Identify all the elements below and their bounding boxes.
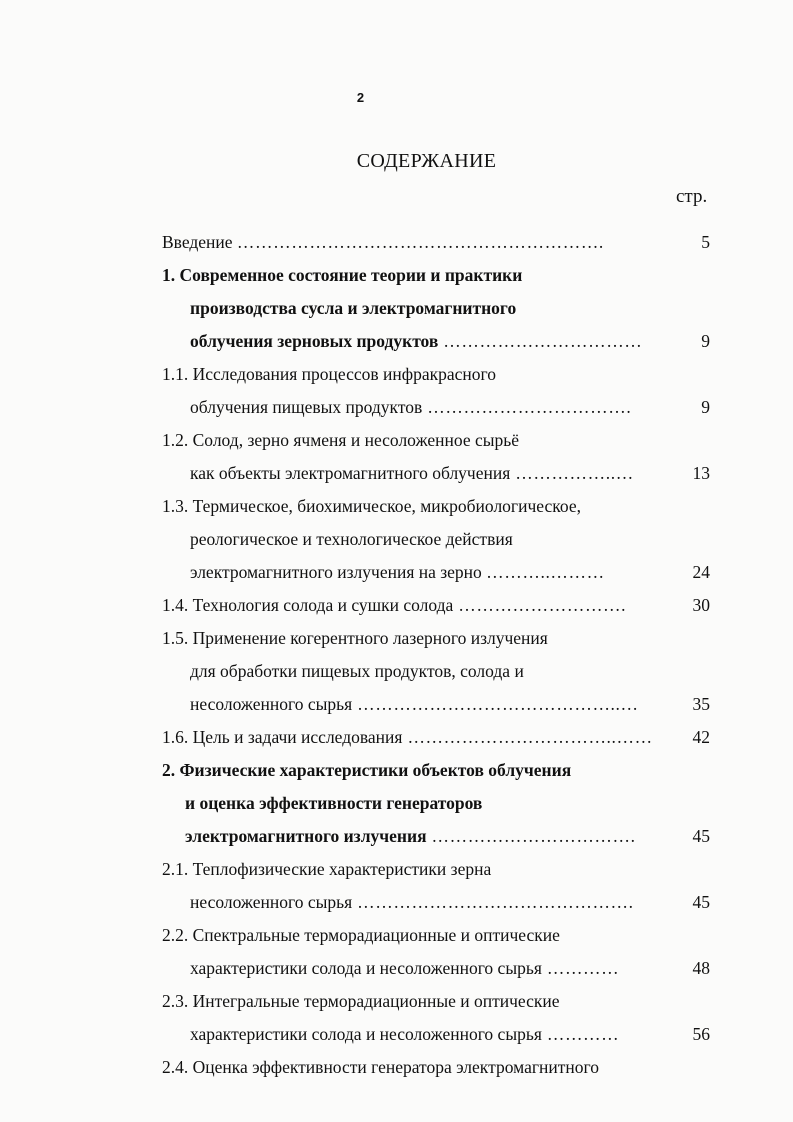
toc-line-text: несоложенного сырья — [190, 892, 353, 912]
toc-line-text: 2.1. Теплофизические характеристики зерна — [162, 859, 492, 879]
toc-leader-dots: ………………………. — [453, 595, 627, 615]
toc-leader-dots: ………… — [541, 958, 620, 978]
toc-line-text: характеристики солода и несоложенного сырья — [190, 958, 542, 978]
toc-page-number: 9 — [701, 331, 710, 351]
page-title: СОДЕРЖАНИЕ — [356, 150, 497, 172]
toc-line — [162, 655, 718, 688]
toc-leader-dots: …………………………… — [438, 331, 643, 351]
toc-line — [162, 391, 718, 424]
toc-page-number: 56 — [692, 1024, 710, 1044]
toc-page-number: 35 — [692, 694, 710, 714]
toc-line-text: для обработки пищевых продуктов, солода и — [190, 661, 524, 681]
toc-line — [162, 490, 718, 523]
toc-line — [162, 292, 718, 325]
toc-line — [162, 721, 718, 754]
toc-leader-dots: ……………………………………………………. — [236, 232, 604, 252]
toc-leader-dots: ……………………………..…… — [402, 727, 653, 747]
toc-line-text: 2. Физические характеристики объектов облучения — [162, 760, 572, 780]
toc-line-text: 2.2. Спектральные терморадиационные и оптические — [162, 925, 560, 945]
toc-page-number: 48 — [692, 958, 710, 978]
toc-line-text: 1.3. Термическое, биохимическое, микробиологическое, — [162, 496, 581, 516]
toc-line-text: несоложенного сырья — [190, 694, 353, 714]
toc-page-number: 45 — [692, 826, 710, 846]
toc-line — [162, 556, 718, 589]
toc-line — [162, 853, 718, 886]
toc-page-number: 45 — [692, 892, 710, 912]
toc-entry — [162, 589, 718, 622]
toc-leader-dots: ……………………………. — [422, 397, 632, 417]
toc-line-text: Введение — [162, 232, 237, 252]
toc-line — [162, 985, 718, 1018]
toc-line — [162, 523, 718, 556]
toc-leader-dots: ……………..… — [510, 463, 634, 483]
toc-line — [162, 952, 718, 985]
toc-entry — [162, 490, 718, 589]
toc-line-text: 1. Современное состояние теории и практики — [162, 265, 523, 285]
toc-leader-dots: ……………………………………..… — [352, 694, 639, 714]
toc-line-text: 1.6. Цель и задачи исследования — [162, 727, 403, 747]
toc-line — [162, 622, 718, 655]
toc-leader-dots: ……………………………. — [426, 826, 636, 846]
toc-line-text: облучения пищевых продуктов — [190, 397, 423, 417]
page-number: 2 — [356, 90, 365, 105]
toc-leader-dots: ………..……… — [486, 562, 605, 582]
toc-entry — [162, 721, 718, 754]
toc-line — [162, 424, 718, 457]
toc-page-number: 30 — [692, 595, 710, 615]
toc-entry — [162, 754, 718, 853]
toc-line-text: 2.4. Оценка эффективности генератора электромагнитного — [162, 1057, 599, 1077]
toc-line — [162, 358, 718, 391]
toc-entry — [162, 424, 718, 490]
toc-line — [162, 754, 718, 787]
toc-entry — [162, 226, 718, 259]
toc-line — [162, 226, 718, 259]
toc-entry — [162, 985, 718, 1051]
toc-line — [162, 886, 718, 919]
toc-leader-dots: ………………………………………. — [352, 892, 634, 912]
toc-line — [162, 1051, 718, 1084]
toc-page-number: 5 — [701, 232, 710, 252]
toc-entry — [162, 853, 718, 919]
toc-line — [162, 787, 718, 820]
toc-leader-dots: ………… — [541, 1024, 620, 1044]
toc-line-text: электромагнитного излучения на зерно — [190, 562, 487, 582]
toc-line-text: как объекты электромагнитного облучения — [190, 463, 511, 483]
table-of-contents — [162, 226, 718, 1084]
toc-line-text: 2.3. Интегральные терморадиационные и оптические — [162, 991, 560, 1011]
toc-line-text: 1.4. Технология солода и сушки солода — [162, 595, 454, 615]
toc-page-number: 9 — [701, 397, 710, 417]
toc-line — [162, 589, 718, 622]
toc-line — [162, 820, 718, 853]
toc-line — [162, 688, 718, 721]
toc-line — [162, 919, 718, 952]
toc-entry — [162, 259, 718, 358]
toc-line — [162, 1018, 718, 1051]
toc-line-text: 1.1. Исследования процессов инфракрасного — [162, 364, 497, 384]
toc-page-number: 24 — [692, 562, 710, 582]
toc-line-text: и оценка эффективности генераторов — [185, 793, 483, 813]
toc-page-number: 42 — [692, 727, 710, 747]
toc-page-number: 13 — [692, 463, 710, 483]
toc-line-text: электромагнитного излучения — [185, 826, 427, 846]
toc-entry — [162, 358, 718, 424]
toc-entry — [162, 919, 718, 985]
toc-line-text: 1.2. Солод, зерно ячменя и несоложенное сырьё — [162, 430, 519, 450]
toc-line — [162, 457, 718, 490]
toc-entry — [162, 622, 718, 721]
toc-entry — [162, 1051, 718, 1084]
page-column-label: стр. — [676, 186, 708, 207]
toc-line-text: 1.5. Применение когерентного лазерного излучения — [162, 628, 548, 648]
toc-line — [162, 259, 718, 292]
toc-line-text: облучения зерновых продуктов — [190, 331, 439, 351]
toc-line-text: реологическое и технологическое действия — [190, 529, 513, 549]
toc-line-text: производства сусла и электромагнитного — [190, 298, 517, 318]
toc-line — [162, 325, 718, 358]
toc-line-text: характеристики солода и несоложенного сырья — [190, 1024, 542, 1044]
